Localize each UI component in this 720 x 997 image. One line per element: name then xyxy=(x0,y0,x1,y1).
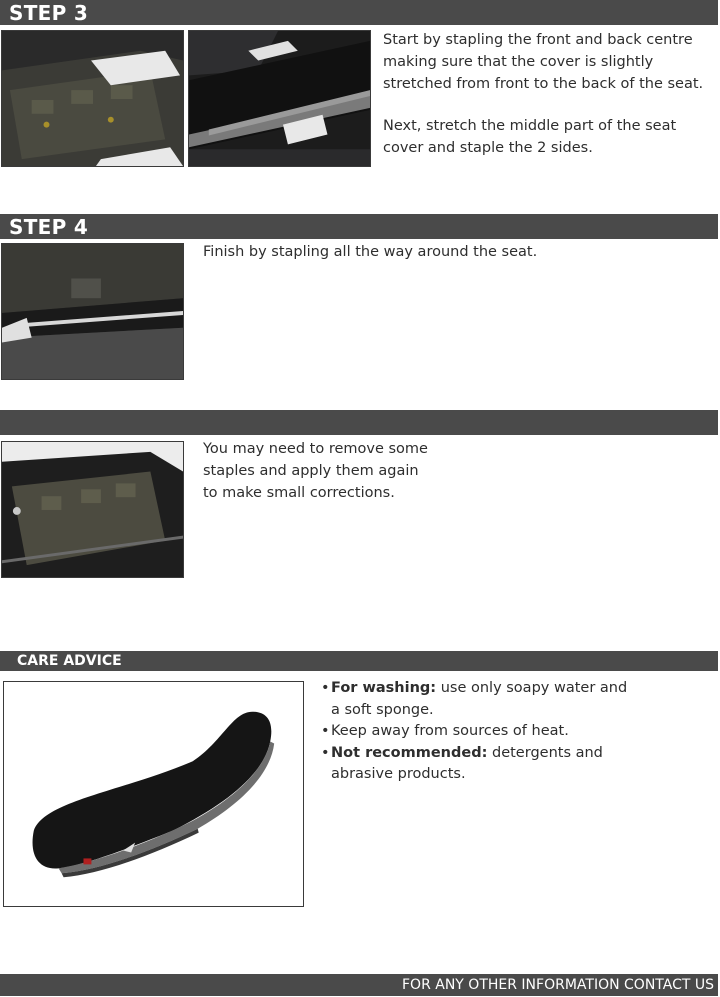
care-item-not-recommended xyxy=(321,743,631,786)
step5-header-bar xyxy=(0,410,718,435)
step3-header-bar xyxy=(0,0,718,25)
seat-underside-photo xyxy=(1,441,184,578)
footer-bar xyxy=(0,974,718,996)
care-item-heat-text: Keep away from sources of heat. xyxy=(331,723,569,739)
bullet-icon: • xyxy=(321,680,330,696)
step5-instructions xyxy=(203,438,523,504)
step5-line-1: You may need to remove some xyxy=(203,441,428,457)
care-item-washing-text: use only soapy water and a soft sponge. xyxy=(331,680,628,718)
step5-line-2: staples and apply them again xyxy=(203,463,419,479)
care-item-washing xyxy=(321,678,631,721)
care-advice-header-bar xyxy=(0,651,718,671)
bullet-icon: • xyxy=(321,723,330,739)
care-advice-list xyxy=(321,678,631,786)
care-item-heat xyxy=(321,721,631,743)
care-item-not-recommended-text: detergents and abrasive products. xyxy=(331,744,603,782)
finished-seat-photo xyxy=(3,681,304,907)
step4-header-bar xyxy=(0,214,718,239)
step3-paragraph-1: Start by stapling the front and back centre making sure that the cover is slightly stretched from front to the back of the seat. xyxy=(383,32,704,92)
step4-instructions xyxy=(203,241,703,263)
step3-heading: STEP 3 xyxy=(9,1,89,25)
care-advice-heading: CARE ADVICE xyxy=(17,653,122,669)
seat-cover-stapling-photo xyxy=(188,30,371,167)
footer-contact-text: FOR ANY OTHER INFORMATION CONTACT US xyxy=(402,977,714,993)
step5-line-3: to make small corrections. xyxy=(203,485,395,501)
step3-instructions xyxy=(383,29,715,159)
seat-base-hands-photo xyxy=(1,30,184,167)
bullet-icon: • xyxy=(321,744,330,761)
step3-paragraph-2: Next, stretch the middle part of the seat cover and staple the 2 sides. xyxy=(383,118,677,156)
seat-edge-stapling-photo xyxy=(1,243,184,380)
care-item-washing-label: For washing: xyxy=(331,680,437,696)
care-item-not-recommended-label: Not recommended: xyxy=(331,744,488,761)
step4-heading: STEP 4 xyxy=(9,215,89,239)
step4-text: Finish by stapling all the way around the seat. xyxy=(203,244,538,260)
